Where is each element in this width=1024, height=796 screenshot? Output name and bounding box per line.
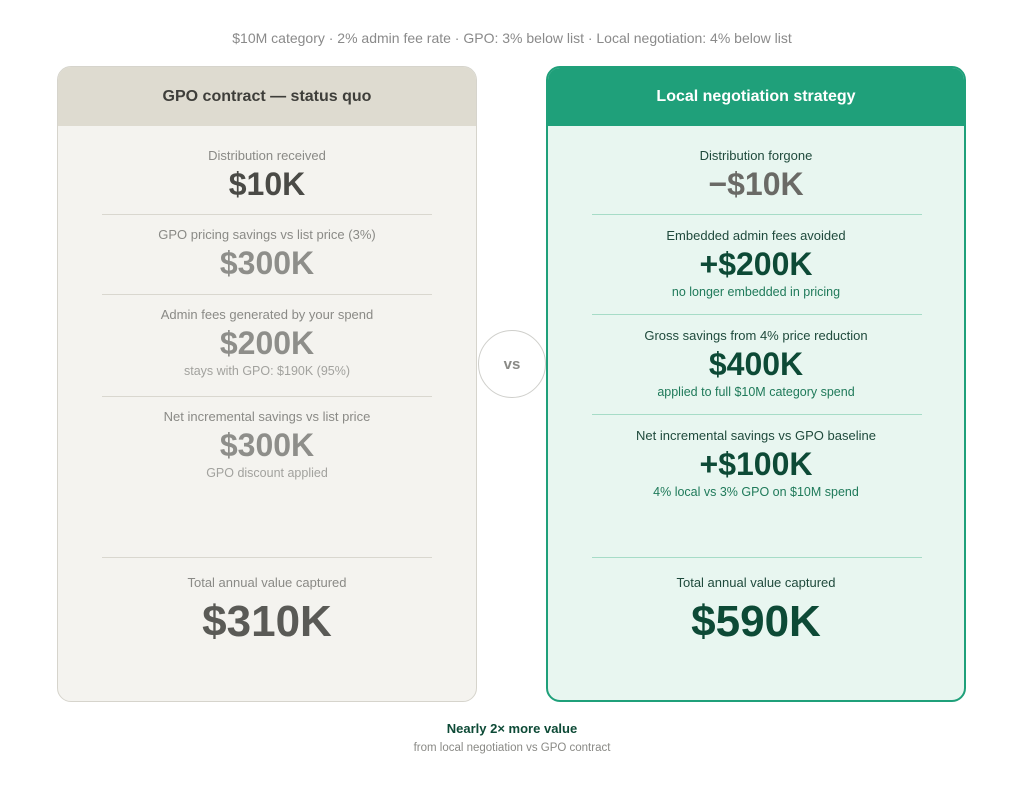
- metric-value: $300K: [219, 245, 315, 281]
- metric-label: Net incremental savings vs list price: [163, 409, 371, 424]
- gpo-metric-distribution: [58, 148, 476, 202]
- metric-label: Embedded admin fees avoided: [666, 228, 846, 243]
- gpo-metric-net-savings: [58, 409, 476, 481]
- metric-value: $200K: [219, 325, 315, 361]
- divider: [102, 214, 432, 215]
- total-label: Total annual value captured: [676, 575, 836, 590]
- gpo-contract-card: [57, 66, 477, 702]
- metric-value: $300K: [219, 427, 315, 463]
- metric-note: applied to full $10M category spend: [657, 385, 855, 399]
- divider: [102, 294, 432, 295]
- gpo-metric-pricing-savings: [58, 227, 476, 281]
- gpo-total-value: [58, 575, 476, 647]
- local-metric-gross-savings: [548, 328, 964, 400]
- divider: [592, 414, 922, 415]
- divider: [592, 214, 922, 215]
- metric-value: $400K: [708, 346, 804, 382]
- metric-value: −$10K: [708, 166, 804, 202]
- gpo-metric-admin-fees: [58, 307, 476, 379]
- gpo-card-title: GPO contract — status quo: [58, 67, 476, 126]
- local-card-title: Local negotiation strategy: [548, 68, 964, 126]
- divider: [102, 557, 432, 558]
- metric-label: Gross savings from 4% price reduction: [644, 328, 868, 343]
- metric-label: GPO pricing savings vs list price (3%): [158, 227, 376, 242]
- scenario-subtitle: $10M category · 2% admin fee rate · GPO: 3% below list · Local negotiation: 4% below list: [232, 30, 792, 46]
- vs-badge: vs: [478, 330, 546, 398]
- total-value: $590K: [691, 597, 821, 646]
- metric-note: GPO discount applied: [206, 466, 328, 480]
- metric-value: +$200K: [699, 246, 813, 282]
- local-metric-distribution-forgone: [548, 148, 964, 202]
- footer-subtext: from local negotiation vs GPO contract: [413, 742, 611, 754]
- divider: [592, 557, 922, 558]
- total-label: Total annual value captured: [187, 575, 347, 590]
- metric-note: no longer embedded in pricing: [671, 285, 841, 299]
- local-metric-net-savings: [548, 428, 964, 500]
- metric-note: stays with GPO: $190K (95%): [183, 364, 351, 378]
- local-metric-admin-fees-avoided: [548, 228, 964, 300]
- footer-headline: Nearly 2× more value: [446, 721, 578, 736]
- local-total-value: [548, 575, 964, 647]
- metric-value: +$100K: [699, 446, 813, 482]
- metric-note: 4% local vs 3% GPO on $10M spend: [653, 485, 859, 499]
- total-value: $310K: [202, 597, 332, 646]
- metric-label: Distribution received: [208, 148, 326, 163]
- divider: [102, 396, 432, 397]
- metric-label: Net incremental savings vs GPO baseline: [636, 428, 876, 443]
- metric-label: Admin fees generated by your spend: [160, 307, 374, 322]
- metric-value: $10K: [228, 166, 306, 202]
- divider: [592, 314, 922, 315]
- metric-label: Distribution forgone: [699, 148, 813, 163]
- local-negotiation-card: [546, 66, 966, 702]
